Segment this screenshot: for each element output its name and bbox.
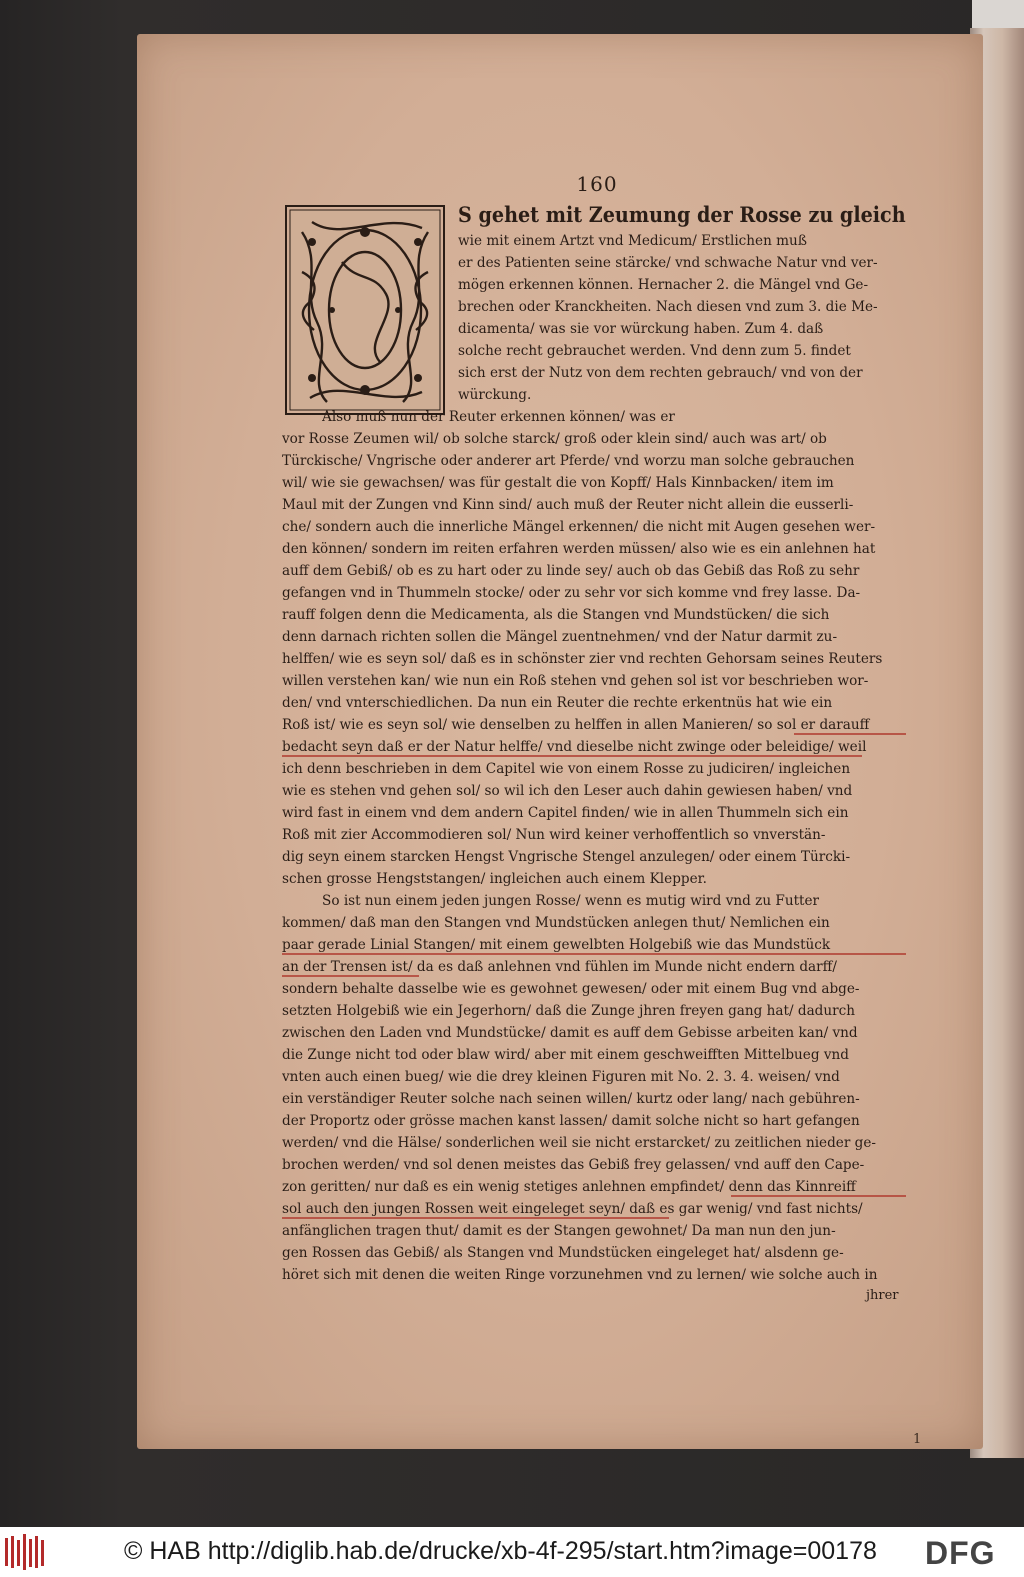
text-line: sondern behalte dasselbe wie es gewohnet gewesen/ oder mit einem Bug vnd abge- [282, 981, 860, 997]
text-line: den können/ sondern im reiten erfahren werden müssen/ also wie es ein anlehnen hat [282, 541, 876, 557]
page-number: 160 [576, 172, 618, 196]
dfg-logo-icon: DFG [925, 1535, 996, 1571]
text-line: dig seyn einem starcken Hengst Vngrische Stengel anzulegen/ oder einem Türcki- [282, 849, 851, 865]
text-line: gen Rossen das Gebiß/ als Stangen vnd Mundstücken eingeleget hat/ alsdenn ge- [282, 1245, 844, 1261]
annotation-underline [282, 1217, 669, 1219]
text-line: höret sich mit denen die weiten Ringe vorzunehmen vnd zu lernen/ wie solche auch in [282, 1267, 878, 1283]
text-line: werden/ vnd die Hälse/ sonderlichen weil sie nicht erstarcket/ zu zeitlichen nieder ge- [282, 1135, 877, 1151]
footer-bar [0, 1527, 1024, 1577]
text-line: willen verstehen kan/ wie nun ein Roß stehen vnd gehen sol ist vor beschrieben wor- [282, 673, 869, 689]
annotation-underline [282, 755, 862, 757]
text-line: S gehet mit Zeumung der Rosse zu gleich [458, 202, 906, 227]
text-line: schen grosse Hengststangen/ ingleichen auch einem Klepper. [282, 871, 707, 887]
annotation-underline [794, 733, 906, 735]
text-line: er des Patienten seine stärcke/ vnd schwache Natur vnd ver- [458, 255, 878, 271]
text-line: ein verständiger Reuter solche nach seinen willen/ kurtz oder lang/ nach gebühren- [282, 1091, 860, 1107]
text-block [282, 172, 906, 1302]
annotation-underline [731, 1195, 906, 1197]
text-line: würckung. [458, 387, 532, 403]
text-line: Türckische/ Vngrische oder anderer art Pferde/ vnd worzu man solche gebrauchen [282, 453, 855, 469]
signature-mark: 1 [913, 1432, 922, 1447]
text-line: Maul mit der Zungen vnd Kinn sind/ auch muß der Reuter nicht allein die eusserli- [282, 497, 854, 513]
text-line: mögen erkennen können. Hernacher 2. die Mängel vnd Ge- [458, 277, 869, 293]
text-line: helffen/ wie es seyn sol/ daß es in schönster zier vnd rechten Gehorsam seines Reuters [282, 651, 883, 667]
text-line: brochen werden/ vnd sol denen meistes das Gebiß frey gelassen/ vnd auff den Cape- [282, 1157, 865, 1173]
text-line: sol auch den jungen Rossen weit eingeleget seyn/ daß es gar wenig/ vnd fast nichts/ [282, 1201, 863, 1217]
text-line: zwischen den Laden vnd Mundstücke/ damit es auff dem Gebisse arbeiten kan/ vnd [282, 1025, 858, 1041]
text-line: anfänglichen tragen thut/ damit es der Stangen gewohnet/ Da man nun den jun- [282, 1223, 836, 1239]
text-line: vor Rosse Zeumen wil/ ob solche starck/ groß oder klein sind/ auch was art/ ob [282, 431, 827, 447]
text-line: rauff folgen denn die Medicamenta, als die Stangen vnd Mundstücken/ die sich [282, 607, 830, 623]
text-line: wie es stehen vnd gehen sol/ so wil ich den Leser auch dahin gewiesen haben/ vnd [282, 783, 853, 799]
text-line: auff dem Gebiß/ ob es zu hart oder zu linde sey/ auch ob das Gebiß das Roß zu sehr [282, 563, 860, 579]
text-line: Roß ist/ wie es seyn sol/ wie denselben zu helffen in allen Manieren/ so sol er darauff [282, 717, 870, 733]
text-line: So ist nun einem jeden jungen Rosse/ wenn es mutig wird vnd zu Futter [322, 893, 820, 909]
text-line: paar gerade Linial Stangen/ mit einem gewelbten Holgebiß wie das Mundstück [282, 937, 831, 953]
text-line: die Zunge nicht tod oder blaw wird/ aber mit einem geschweifften Mittelbueg vnd [282, 1047, 850, 1063]
annotation-underline [282, 975, 419, 977]
text-line: Also muß nun der Reuter erkennen können/ was er [322, 409, 675, 425]
annotation-underline [282, 953, 906, 955]
text-line: setzten Holgebiß wie ein Jegerhorn/ daß die Zunge jhren freyen gang hat/ dadurch [282, 1003, 856, 1019]
text-line: che/ sondern auch die innerliche Mängel erkennen/ die nicht mit Augen gesehen wer- [282, 519, 876, 535]
text-line: Roß mit zier Accommodieren sol/ Nun wird keiner verhoffentlich so vnverstän- [282, 827, 826, 843]
text-line: gefangen vnd in Thummeln stocke/ oder zu sehr vor sich komme vnd frey lasse. Da- [282, 585, 861, 601]
text-line: solche recht gebrauchet werden. Vnd denn zum 5. findet [458, 343, 851, 359]
text-line: dicamenta/ was sie vor würckung haben. Zum 4. daß [458, 321, 824, 337]
text-line: denn darnach richten sollen die Mängel zuentnehmen/ vnd der Natur darmit zu- [282, 629, 838, 645]
text-line: kommen/ daß man den Stangen vnd Mundstücken anlegen thut/ Nemlichen ein [282, 915, 830, 931]
text-line: den/ vnd vnterschiedlichen. Da nun ein Reuter die rechte erkentnüs hat wie ein [282, 695, 833, 711]
text-line: brechen oder Kranckheiten. Nach diesen vnd zum 3. die Me- [458, 299, 878, 315]
text-line: wil/ wie sie gewachsen/ was für gestalt die von Kopff/ Hals Kinnbacken/ item im [282, 475, 834, 491]
catchword: jhrer [866, 1288, 899, 1303]
footer-credit: © HAB http://diglib.hab.de/drucke/xb-4f-295/start.htm?image=00178 [124, 1537, 877, 1565]
text-line: wie mit einem Artzt vnd Medicum/ Erstlichen muß [458, 233, 807, 249]
decorated-initial-icon [282, 202, 448, 418]
text-line: an der Trensen ist/ da es daß anlehnen vnd fühlen im Munde nicht endern darff/ [282, 959, 837, 975]
text-line: wird fast in einem vnd dem andern Capitel finden/ wie in allen Thummeln sich ein [282, 805, 849, 821]
text-line: der Proportz oder grösse machen kanst lassen/ damit solche nicht so hart gefangen [282, 1113, 860, 1129]
text-line: sich erst der Nutz von dem rechten gebrauch/ vnd von der [458, 365, 863, 381]
hab-logo-icon [4, 1534, 46, 1570]
text-line: ich denn beschrieben in dem Capitel wie von einem Rosse zu judiciren/ ingleichen [282, 761, 851, 777]
text-line: bedacht seyn daß er der Natur helffe/ vnd dieselbe nicht zwinge oder beleidige/ weil [282, 739, 867, 755]
text-line: vnten auch einen bueg/ wie die drey kleinen Figuren mit No. 2. 3. 4. weisen/ vnd [282, 1069, 840, 1085]
text-line: zon geritten/ nur daß es ein wenig stetiges anlehnen empfindet/ denn das Kinnreiff [282, 1179, 856, 1195]
